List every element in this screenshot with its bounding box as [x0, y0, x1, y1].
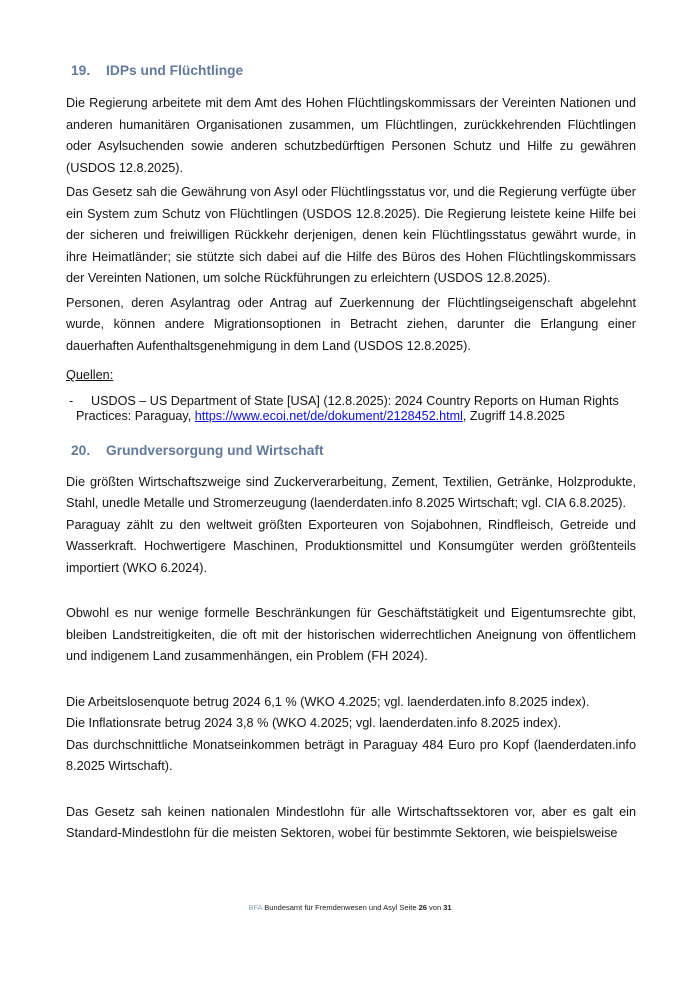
page-footer — [0, 903, 700, 913]
paragraph: Die Arbeitslosenquote betrug 2024 6,1 % (WKO 4.2025; vgl. laenderdaten.info 8.2025 index). — [66, 694, 590, 709]
bfa-logo-text: BFA — [248, 903, 263, 912]
section-20-number: 20. — [71, 442, 91, 458]
source-text-pre: USDOS – US Department of State [USA] (12.8.2025): 2024 Country Reports on Human Rights Practices: Paraguay, — [76, 393, 619, 423]
spacer — [66, 579, 636, 603]
paragraph: Paraguay zählt zu den weltweit größten Exporteuren von Sojabohnen, Rindfleisch, Getreide und Wasserkraft. Hochwertigere Maschinen, Produktionsmittel und Konsumgüter werden größtenteils importiert (WKO 6.2024). — [66, 517, 636, 575]
section-20-title: Grundversorgung und Wirtschaft — [106, 442, 324, 458]
section-19-number: 19. — [71, 63, 91, 78]
source-text-post: , Zugriff 14.8.2025 — [462, 409, 565, 423]
footer-of-word: von — [429, 903, 442, 912]
paragraph: Obwohl es nur wenige formelle Beschränkungen für Geschäftstätigkeit und Eigentumsrechte gibt, bleiben Landstreitigkeiten, die oft mit der historischen widerrechtlichen Aneignung von öffentlichem und indigenem Land zusammenhängen, ein Problem (FH 2024). — [66, 606, 636, 663]
paragraph: Die Regierung arbeitete mit dem Amt des Hohen Flüchtlingskommissars der Vereinten Nationen und anderen humanitären Organisationen zusammen, um Flüchtlingen, zurückkehrenden Flüchtlingen oder Asylsuchenden sowie anderen schutzbedürftigen Personen Schutz und Hilfe zu gewähren (USDOS 12.8.2025). — [66, 96, 636, 175]
footer-page-current: 26 — [418, 903, 427, 912]
paragraph: Die Inflationsrate betrug 2024 3,8 % (WKO 4.2025; vgl. laenderdaten.info 8.2025 index). — [66, 716, 562, 730]
list-dash: - — [69, 393, 74, 408]
section-20-heading — [66, 442, 636, 460]
source-item — [66, 394, 636, 425]
footer-org-name: Bundesamt für Fremdenwesen und Asyl — [264, 903, 398, 912]
paragraph: Das durchschnittliche Monatseinkommen beträgt in Paraguay 484 Euro pro Kopf (laenderdaten.info 8.2025 Wirtschaft). — [66, 737, 636, 773]
paragraph: Die größten Wirtschaftszweige sind Zuckerverarbeitung, Zement, Textilien, Getränke, Holzprodukte, Stahl, unedle Metalle und Stromerzeugung (laenderdaten.info 8.2025 Wirtschaft; vgl. CIA 6.8.2025). — [66, 474, 636, 510]
section-19-heading — [66, 62, 636, 80]
spacer — [66, 668, 636, 692]
spacer — [66, 778, 636, 802]
sources-label: Quellen: — [66, 368, 114, 382]
paragraph: Das Gesetz sah die Gewährung von Asyl oder Flüchtlingsstatus vor, und die Regierung verfügte über ein System zum Schutz von Flüchtlingen (USDOS 12.8.2025). Die Regierung leistete keine Hilfe bei der sicheren und freiwilligen Rückkehr derjenigen, denen kein Flüchtlingsstatus gewährt wurde, in ihre Heimatländer; sie stützte sich dabei auf die Hilfe des Büros des Hohen Flüchtlingskommissars der Vereinten Nationen, um solche Rückführungen zu erleichtern (USDOS 12.8.2025). — [66, 185, 636, 285]
paragraph: Personen, deren Asylantrag oder Antrag auf Zuerkennung der Flüchtlingseigenschaft abgelehnt wurde, können andere Migrationsoptionen in Betracht ziehen, darunter die Erlangung einer dauerhaften Aufenthaltsgenehmigung in dem Land (USDOS 12.8.2025). — [66, 295, 636, 353]
footer-page-total: 31 — [443, 903, 452, 912]
source-link[interactable]: https://www.ecoi.net/de/dokument/2128452.html — [194, 409, 463, 423]
section-19-title: IDPs und Flüchtlinge — [106, 63, 244, 78]
footer-page-word: Seite — [399, 903, 417, 912]
paragraph: Das Gesetz sah keinen nationalen Mindestlohn für alle Wirtschaftssektoren vor, aber es galt ein Standard-Mindestlohn für die meisten Sektoren, wobei für bestimmte Sektoren, wie beispielsweise — [66, 804, 636, 840]
